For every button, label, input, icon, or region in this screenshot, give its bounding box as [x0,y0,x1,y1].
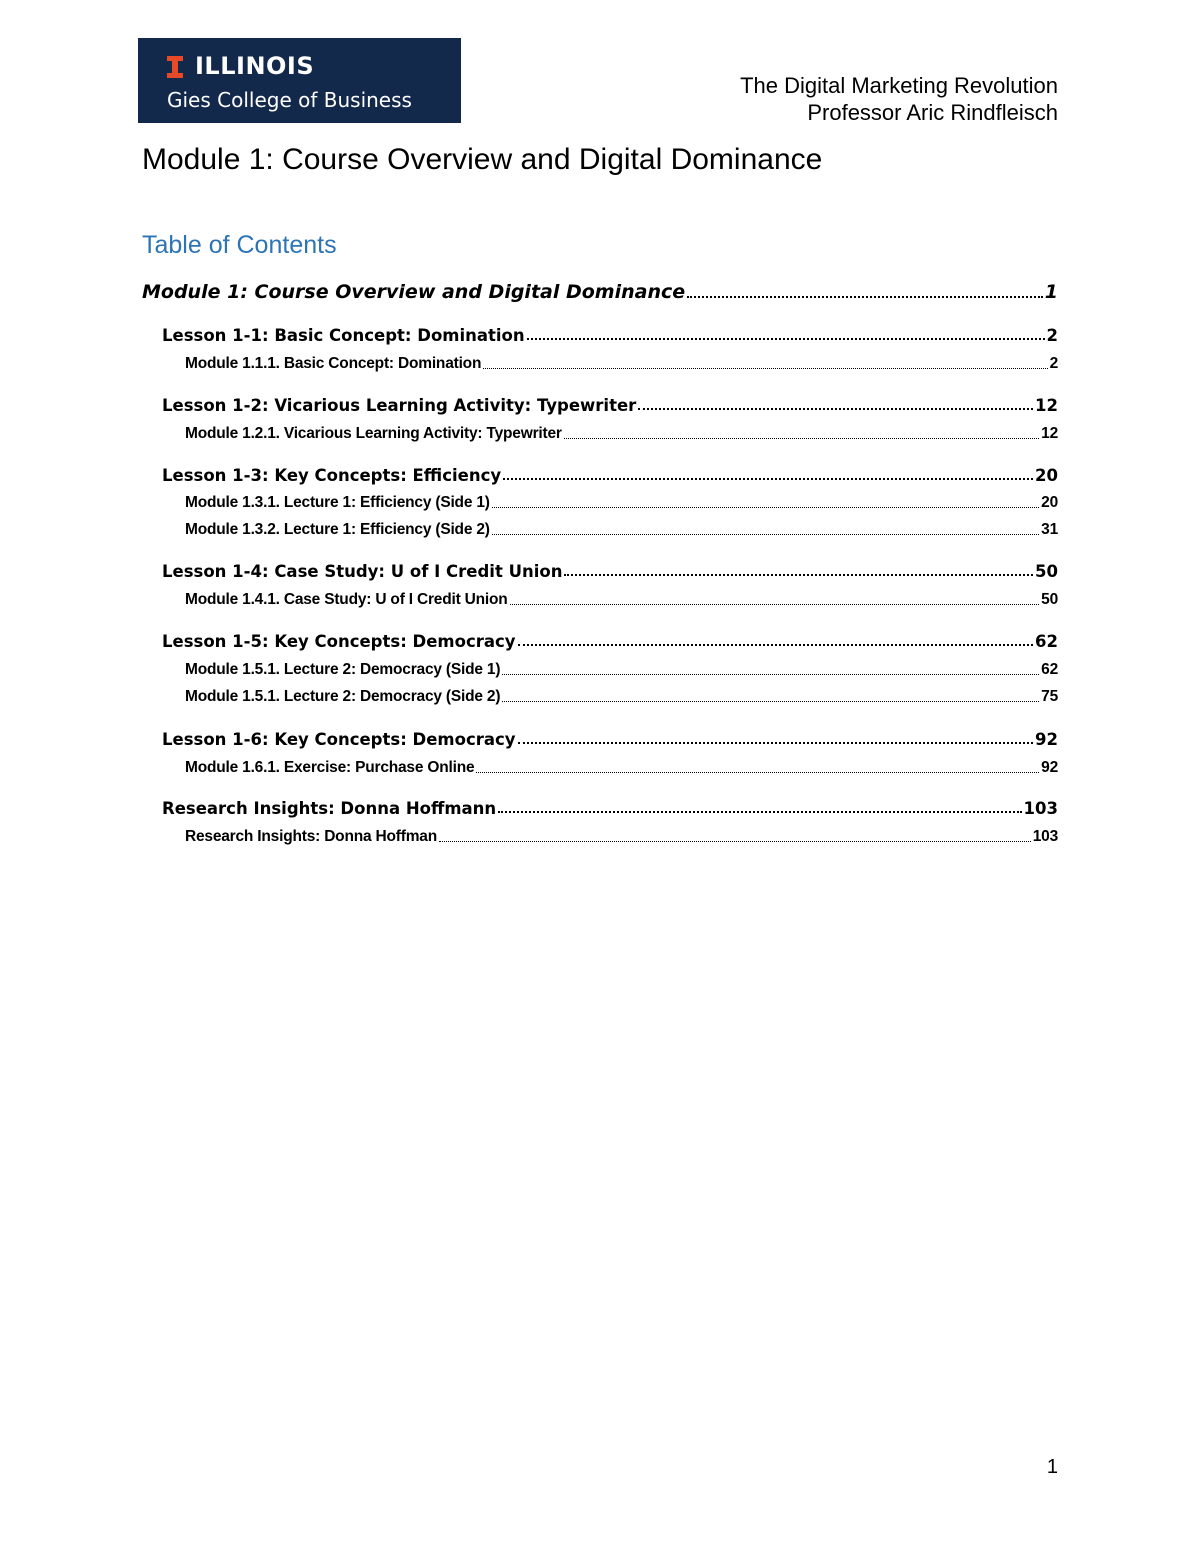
toc-leader [492,507,1039,508]
toc-entry[interactable] [142,281,1058,303]
toc-entry-page: 50 [1035,562,1058,581]
toc-entry-page: 12 [1035,396,1058,415]
toc-entry-label: Lesson 1-5: Key Concepts: Democracy [162,632,516,651]
document-title: Module 1: Course Overview and Digital Dominance [142,143,823,176]
toc-entry-label: Module 1.3.2. Lecture 1: Efficiency (Side 2) [185,521,490,538]
toc-entry-page: 1 [1044,281,1058,303]
toc-leader [518,742,1033,744]
course-header [740,72,1058,126]
toc-entry-page: 103 [1023,799,1058,818]
toc-leader [502,674,1039,675]
toc-entry-label: Module 1.4.1. Case Study: U of I Credit Union [185,591,508,608]
toc-leader [687,296,1043,298]
toc-entry[interactable] [185,759,1058,777]
toc-entry[interactable] [185,591,1058,609]
toc-leader [498,811,1021,813]
toc-entry[interactable] [185,355,1058,373]
toc-leader [483,368,1047,369]
toc-leader [638,408,1033,410]
toc-leader [510,604,1040,605]
toc-entry-page: 103 [1032,828,1058,845]
toc-entry-label: Lesson 1-3: Key Concepts: Efficiency [162,466,502,485]
toc-entry-page: 62 [1041,661,1058,678]
toc-leader [502,701,1039,702]
course-name: The Digital Marketing Revolution [740,73,1058,98]
toc-entry-page: 50 [1041,591,1058,608]
toc-entry-label: Lesson 1-1: Basic Concept: Domination [162,326,525,345]
toc-entry-label: Module 1.1.1. Basic Concept: Domination [185,355,482,372]
toc-entry-page: 75 [1041,688,1058,705]
toc-leader [564,574,1033,576]
toc-entry-page: 92 [1035,730,1058,749]
toc-entry-label: Module 1.2.1. Vicarious Learning Activity: Typewriter [185,425,562,442]
toc-leader [527,338,1045,340]
page-number: 1 [1046,1456,1058,1478]
toc-entry[interactable] [185,688,1058,706]
toc-entry-label: Module 1: Course Overview and Digital Dominance [142,281,686,303]
toc-entry-page: 2 [1049,355,1058,372]
toc-entry[interactable] [162,562,1058,581]
professor-name: Professor Aric Rindfleisch [807,100,1058,125]
toc-leader [564,438,1039,439]
toc-entry-label: Lesson 1-2: Vicarious Learning Activity: Typewriter [162,396,637,415]
toc-entry[interactable] [185,425,1058,443]
toc-leader [518,644,1033,646]
toc-entry[interactable] [162,632,1058,651]
toc-entry-page: 62 [1035,632,1058,651]
toc-entry[interactable] [162,466,1058,485]
toc-entry-page: 12 [1041,425,1058,442]
gies-logo [138,38,461,123]
toc-leader [492,534,1039,535]
toc-entry-label: Research Insights: Donna Hoffman [185,828,437,845]
toc-entry[interactable] [185,521,1058,539]
toc-entry[interactable] [162,396,1058,415]
toc-entry-label: Lesson 1-4: Case Study: U of I Credit Union [162,562,563,581]
toc-entry-label: Module 1.5.1. Lecture 2: Democracy (Side 1) [185,661,501,678]
toc-leader [439,841,1031,842]
toc-entry-page: 31 [1041,521,1058,538]
toc-entry[interactable] [162,799,1058,818]
toc-entry[interactable] [185,494,1058,512]
toc-entry[interactable] [162,730,1058,749]
toc-leader [476,772,1039,773]
toc-entry[interactable] [162,326,1058,345]
toc-entry-page: 92 [1041,759,1058,776]
toc-entry-page: 20 [1035,466,1058,485]
logo-name: ILLINOIS [195,52,315,80]
toc-entry-page: 20 [1041,494,1058,511]
toc-entry[interactable] [185,661,1058,679]
toc-leader [503,478,1033,480]
toc-entry-label: Module 1.5.1. Lecture 2: Democracy (Side 2) [185,688,501,705]
toc-entry-label: Research Insights: Donna Hoffmann [162,799,497,818]
toc-entry-label: Module 1.3.1. Lecture 1: Efficiency (Side 1) [185,494,490,511]
toc-entry-label: Module 1.6.1. Exercise: Purchase Online [185,759,475,776]
toc-entry-page: 2 [1046,326,1058,345]
toc-entry[interactable] [185,828,1058,846]
toc-heading: Table of Contents [142,231,337,259]
toc-entry-label: Lesson 1-6: Key Concepts: Democracy [162,730,516,749]
block-i-icon [167,56,183,78]
logo-subtitle: Gies College of Business [167,88,412,112]
